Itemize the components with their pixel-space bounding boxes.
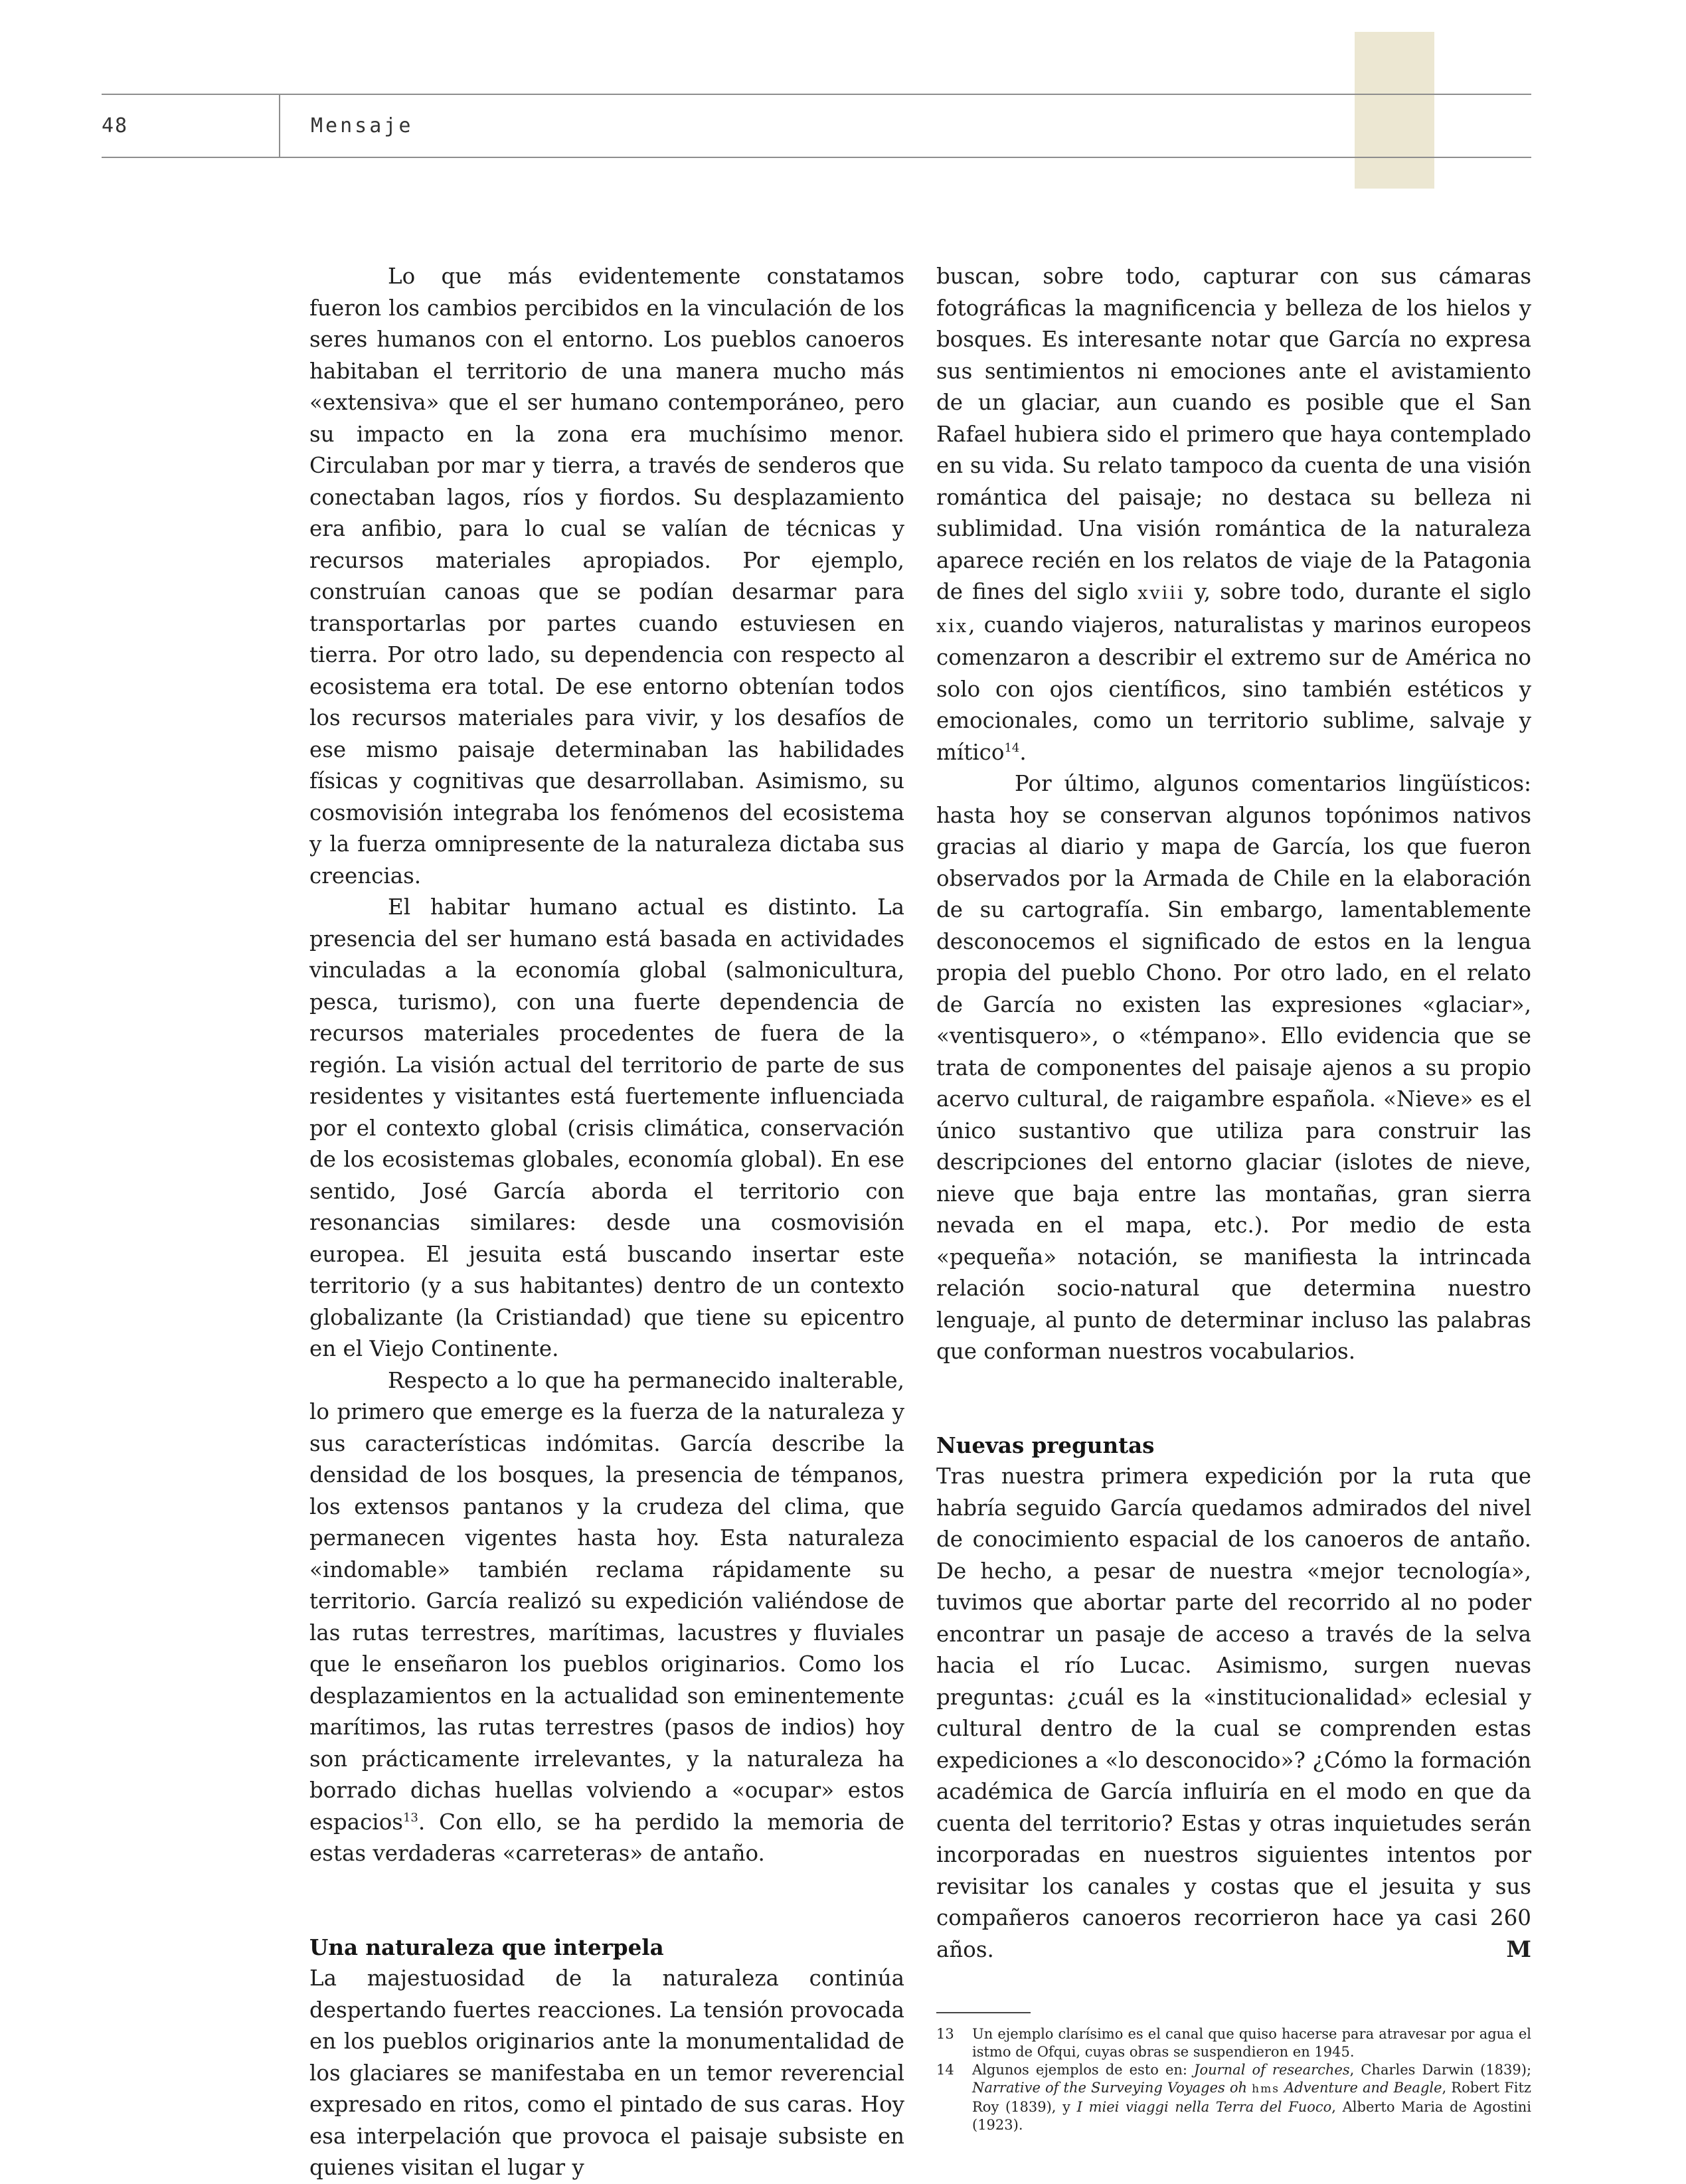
roman-numeral: xviii [1138, 583, 1185, 604]
paragraph-text: Respecto a lo que ha permanecido inalterable, lo primero que emerge es la fuerza de la naturaleza y sus características indómitas. García describe la densidad de los bosques, la presencia de témpanos, los extensos pantanos y la crudeza del clima, que permanecen vigentes hasta hoy. Esta naturaleza «indomable» también reclama rápidamente su territorio. García realizó su expedición valiéndose de las rutas terrestres, marítimas, lacustres y fluviales que le enseñaron los pueblos originarios. Como los desplazamientos en la actualidad son eminentemente marítimos, las rutas terrestres (pasos de indios) hoy son prácticamente irrelevantes, y la naturaleza ha borrado dichas huellas volviendo a «ocupar» estos espacios [309, 1367, 904, 1835]
paragraph-text: . Con ello, se ha perdido la memoria de estas verdaderas «carreteras» de antaño. [309, 1809, 904, 1866]
section-label: Mensaje [311, 114, 414, 137]
paragraph [936, 261, 1531, 768]
footnote-13 [936, 2025, 1531, 2061]
work-title-part: Adventure and Beagle [1279, 2080, 1442, 2096]
roman-numeral: xix [936, 616, 969, 637]
paragraph: Por último, algunos comentarios lingüísticos: hasta hoy se conservan algunos topónimos nativos gracias al diario y mapa de García, los que fueron observados por la Armada de Chile en la elaboración de su cartografía. Sin embargo, lamentablemente desconocemos el significado de estos en la lengua propia del pueblo Chono. Por otro lado, en el relato de García no existen las expresiones «glaciar», «ventisquero», o «témpano». Ello evidencia que se trata de componentes del paisaje ajenos a su propio acervo cultural, de raigambre española. «Nieve» es el único sustantivo que utiliza para construir las descripciones del entorno glaciar (islotes de nieve, nieve que baja entre las montañas, gran sierra nevada en el mapa, etc.). Por medio de esta «pequeña» notación, se manifiesta la intrincada relación socio-natural que determina nuestro lenguaje, al punto de determinar incluso las palabras que conforman nuestros vocabularios. [936, 771, 1531, 1364]
header-bottom-rule [102, 157, 1531, 158]
end-mark: M [1506, 1936, 1531, 1963]
footnote-rule [936, 2012, 1031, 2013]
paragraph-text: . [1019, 739, 1027, 765]
footnote-ref-13[interactable]: 13 [402, 1810, 418, 1825]
left-column [309, 261, 904, 2184]
page-number: 48 [102, 114, 129, 137]
paragraph: La majestuosidad de la naturaleza continúa despertando fuertes reacciones. La tensión provocada en los pueblos originarios ante la monumentalidad de los glaciares se manifestaba en un temor reverencial expresado en ritos, como el pintado de sus caras. Hoy esa interpelación que provoca el paisaje subsiste en quienes visitan el lugar y [309, 1966, 904, 2180]
work-title: Journal of researches [1194, 2062, 1350, 2078]
footnote-14 [936, 2061, 1531, 2134]
footnote-number: 13 [936, 2026, 954, 2042]
ship-prefix: hms [1252, 2082, 1280, 2096]
footnote-text: , Alberto Maria de Agostini (1923). [972, 2099, 1532, 2133]
work-title [972, 2080, 1442, 2096]
footnote-text: Un ejemplo clarísimo es el canal que quiso hacerse para atravesar por agua el istmo de Ofqui, cuyas obras se suspendieron en 1945. [972, 2026, 1531, 2060]
paragraph-text: Tras nuestra primera expedición por la ruta que habría seguido García quedamos admirados del nivel de conocimiento espacial de los canoeros de antaño. De hecho, a pesar de nuestra «mejor tecnología», tuvimos que abortar parte del recorrido al no poder encontrar un pasaje de acceso a través de la selva hacia el río Lucac. Asimismo, surgen nuevas preguntas: ¿cuál es la «institucionalidad» eclesial y cultural dentro de la cual se comprenden estas expediciones a «lo desconocido»? ¿Cómo la formación académica de García influiría en el modo en que da cuenta del territorio? Estas y otras inquietudes serán incorporadas en nuestros siguientes intentos por revisitar los canales y costas que el jesuita y sus compañeros canoeros recorrieron hace ya casi 260 años. [936, 1464, 1531, 1962]
footnote-text: Algunos ejemplos de esto en: [972, 2062, 1195, 2078]
chapter-tab [1355, 32, 1434, 189]
section-heading: Una naturaleza que interpela [309, 1934, 664, 1960]
right-column [936, 261, 1531, 2134]
header-divider [279, 94, 280, 157]
footnote-ref-14[interactable]: 14 [1004, 740, 1020, 755]
footnote-text: , Charles Darwin (1839); [1349, 2062, 1532, 2078]
section-heading: Nuevas preguntas [936, 1432, 1155, 1458]
paragraph [309, 1365, 904, 1870]
work-title-part: Narrative of the Surveying Voyages oh [972, 2080, 1252, 2096]
footnote-number: 14 [936, 2062, 954, 2078]
paragraph-text: , cuando viajeros, naturalistas y marinos europeos comenzaron a describir el extremo sur de América no solo con ojos científicos, sino también estéticos y emocionales, como un territorio sublime, salvaje y mítico [936, 612, 1531, 765]
paragraph: Lo que más evidentemente constatamos fueron los cambios percibidos en la vinculación de los seres humanos con el entorno. Los pueblos canoeros habitaban el territorio de una manera mucho más «extensiva» que el ser humano contemporáneo, pero su impacto en la zona era muchísimo menor. Circulaban por mar y tierra, a través de senderos que conectaban lagos, ríos y fiordos. Su desplazamiento era anfibio, para lo cual se valían de técnicas y recursos materiales apropiados. Por ejemplo, construían canoas que se podían desarmar para transportarlas por partes cuando estuviesen en tierra. Por otro lado, su dependencia con respecto al ecosistema era total. De ese entorno obtenían todos los recursos materiales para vivir, y los desafíos de ese mismo paisaje determinaban las habilidades físicas y cognitivas que desarrollaban. Asimismo, su cosmovisión integraba los fenómenos del ecosistema y la fuerza omnipresente de la naturaleza dictaba sus creencias. [309, 264, 904, 888]
footnote-text: , Robert Fitz Roy (1839), y [972, 2080, 1531, 2115]
paragraph-text: buscan, sobre todo, capturar con sus cámaras fotográficas la magnificencia y belleza de los hielos y bosques. Es interesante notar que García no expresa sus sentimientos ni emociones ante el avistamiento de un glaciar, aun cuando es posible que el San Rafael hubiera sido el primero que haya contemplado en su vida. Su relato tampoco da cuenta de una visión romántica del paisaje; no destaca su belleza ni sublimidad. Una visión romántica de la naturaleza aparece recién en los relatos de viaje de la Patagonia de fines del siglo [936, 264, 1531, 604]
paragraph-text: y, sobre todo, durante el siglo [1185, 579, 1531, 604]
work-title: I miei viaggi nella Terra del Fuoco [1076, 2099, 1332, 2115]
paragraph [936, 1461, 1531, 1966]
header-top-rule [102, 94, 1531, 95]
paragraph: El habitar humano actual es distinto. La presencia del ser humano está basada en actividades vinculadas a la economía global (salmonicultura, pesca, turismo), con una fuerte dependencia de recursos materiales procedentes de fuera de la región. La visión actual del territorio de parte de sus residentes y visitantes está fuertemente influenciada por el contexto global (crisis climática, conservación de los ecosistemas globales, economía global). En ese sentido, José García aborda el territorio con resonancias similares: desde una cosmovisión europea. El jesuita está buscando insertar este territorio (y a sus habitantes) dentro de un contexto globalizante (la Cristiandad) que tiene su epicentro en el Viejo Continente. [309, 894, 904, 1361]
